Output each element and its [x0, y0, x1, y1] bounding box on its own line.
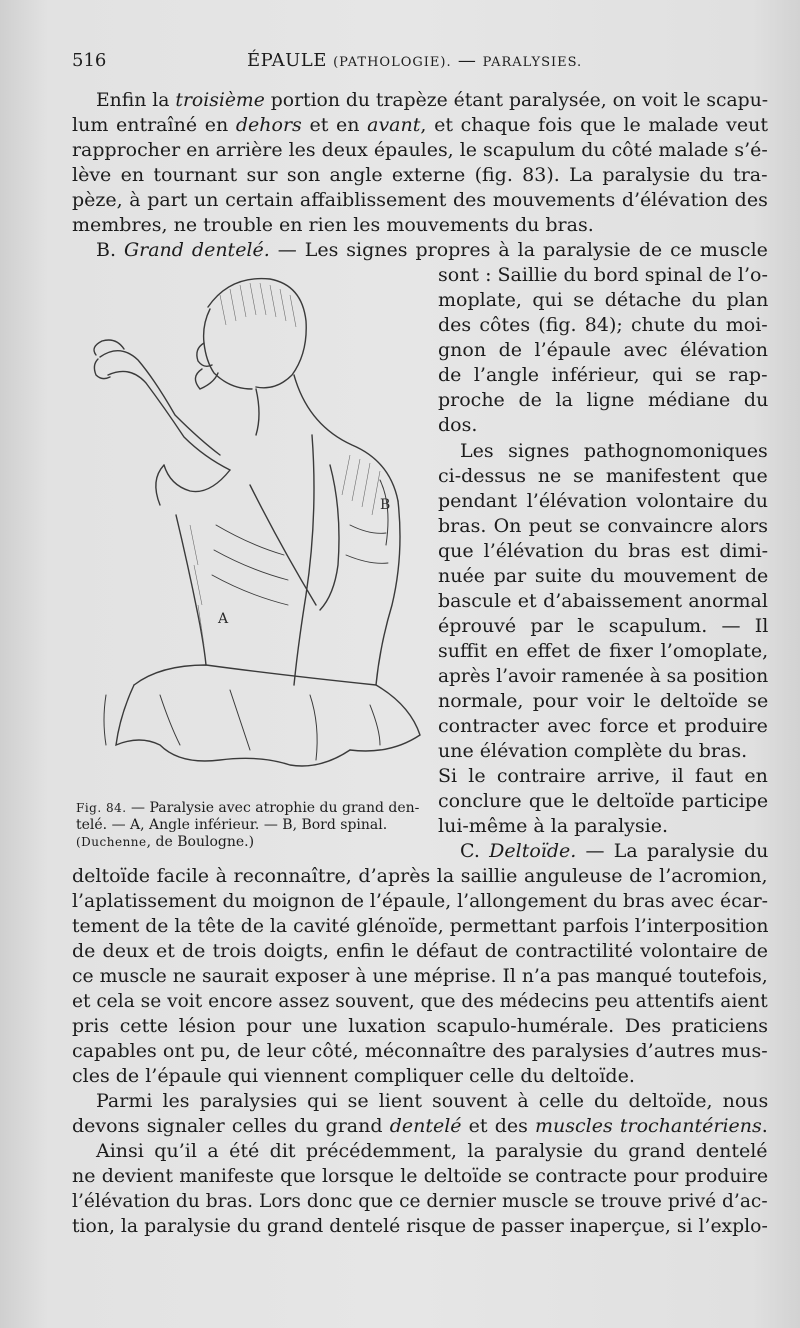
running-header: [72, 50, 770, 74]
text-line: une élévation complète du bras.: [438, 740, 748, 762]
caption-line: (Duchenne, de Boulogne.): [76, 834, 255, 850]
caption-line: Fig. 84. — Paralysie avec atrophie du grand den-: [76, 800, 420, 816]
text-line: lui-même à la paralysie.: [438, 815, 669, 837]
text-line: lève en tournant sur son angle externe (fig. 83). La paralysie du tra-: [72, 164, 768, 186]
text-line: suffit en effet de fixer l’omoplate,: [438, 640, 769, 662]
text-line: ci-dessus ne se manifestent que: [438, 465, 768, 487]
text-line: après l’avoir ramenée à sa position: [438, 665, 769, 687]
figure-label-b: B: [380, 497, 391, 513]
text-line: deltoïde facile à reconnaître, d’après la saillie anguleuse de l’acromion,: [72, 865, 768, 887]
text-line: Les signes pathognomoniques: [460, 440, 768, 462]
text-line: moplate, qui se détache du plan: [438, 289, 769, 311]
text-line: pèze, à part un certain affaiblissement des mouvements d’élévation des: [72, 189, 768, 211]
text-line-grand-dentele: B. Grand dentelé. — Les signes propres à la paralysie de ce muscle: [96, 239, 768, 261]
text-line: ce muscle ne saurait exposer à une méprise. Il n’a pas manqué toutefois,: [72, 965, 768, 987]
text-line: l’élévation du bras. Lors donc que ce dernier muscle se trouve privé d’ac-: [72, 1190, 768, 1212]
text-line: lum entraîné en dehors et en avant, et chaque fois que le malade veut: [72, 114, 769, 136]
text-line: Parmi les paralysies qui se lient souvent à celle du deltoïde, nous: [96, 1090, 769, 1112]
text-line: cles de l’épaule qui viennent compliquer celle du deltoïde.: [72, 1065, 635, 1087]
text-line: normale, pour voir le deltoïde se: [438, 690, 769, 712]
text-line: bascule et d’abaissement anormal: [438, 590, 768, 612]
text-line: éprouvé par le scapulum. — Il: [438, 615, 769, 637]
text-line: devons signaler celles du grand dentelé et des muscles trochantériens.: [72, 1115, 768, 1137]
text-line: tement de la tête de la cavité glénoïde, permettant parfois l’interposition: [72, 915, 769, 937]
text-line-deltoide: C. Deltoïde. — La paralysie du: [460, 840, 769, 862]
engraving-back-figure: [80, 265, 435, 790]
text-line: et cela se voit encore assez souvent, que des médecins peu attentifs aient: [72, 990, 768, 1012]
text-line: Ainsi qu’il a été dit précédemment, la paralysie du grand dentelé: [96, 1140, 768, 1162]
text-line: pris cette lésion pour une luxation scapulo-humérale. Des praticiens: [72, 1015, 769, 1037]
text-line: pendant l’élévation volontaire du: [438, 490, 768, 512]
text-line: l’aplatissement du moignon de l’épaule, l’allongement du bras avec écar-: [72, 890, 769, 912]
text-line: rapprocher en arrière les deux épaules, le scapulum du côté malade s’é-: [72, 139, 768, 161]
text-line: contracter avec force et produire: [438, 715, 768, 737]
text-line: dos.: [438, 414, 478, 436]
page-number: 516: [72, 50, 107, 71]
text-line: membres, ne trouble en rien les mouvements du bras.: [72, 214, 594, 236]
text-line: de l’angle inférieur, qui se rap-: [438, 364, 768, 386]
text-line: ne devient manifeste que lorsque le deltoïde se contracte pour produire: [72, 1165, 769, 1187]
text-line: proche de la ligne médiane du: [438, 389, 769, 411]
text-line: gnon de l’épaule avec élévation: [438, 339, 769, 361]
text-line: Enfin la troisième portion du trapèze étant paralysée, on voit le scapu-: [96, 89, 769, 111]
text-line: Si le contraire arrive, il faut en: [438, 765, 768, 787]
figure-84-illustration: [80, 265, 435, 790]
text-line: bras. On peut se convaincre alors: [438, 515, 768, 537]
text-line: de deux et de trois doigts, enfin le défaut de contractilité volontaire de: [72, 940, 768, 962]
text-line: sont : Saillie du bord spinal de l’o-: [438, 264, 768, 286]
text-line: nuée par suite du mouvement de: [438, 565, 769, 587]
text-line: capables ont pu, de leur côté, méconnaître des paralysies d’autres mus-: [72, 1040, 768, 1062]
text-line: tion, la paralysie du grand dentelé risque de passer inaperçue, si l’explo-: [72, 1215, 768, 1237]
text-line: conclure que le deltoïde participe: [438, 790, 769, 812]
figure-label-a: A: [218, 611, 229, 627]
text-line: des côtes (fig. 84); chute du moi-: [438, 314, 768, 336]
running-title: ÉPAULE (PATHOLOGIE). — PARALYSIES.: [247, 50, 583, 71]
text-line: que l’élévation du bras est dimi-: [438, 540, 769, 562]
caption-line: telé. — A, Angle inférieur. — B, Bord spinal.: [76, 817, 388, 833]
